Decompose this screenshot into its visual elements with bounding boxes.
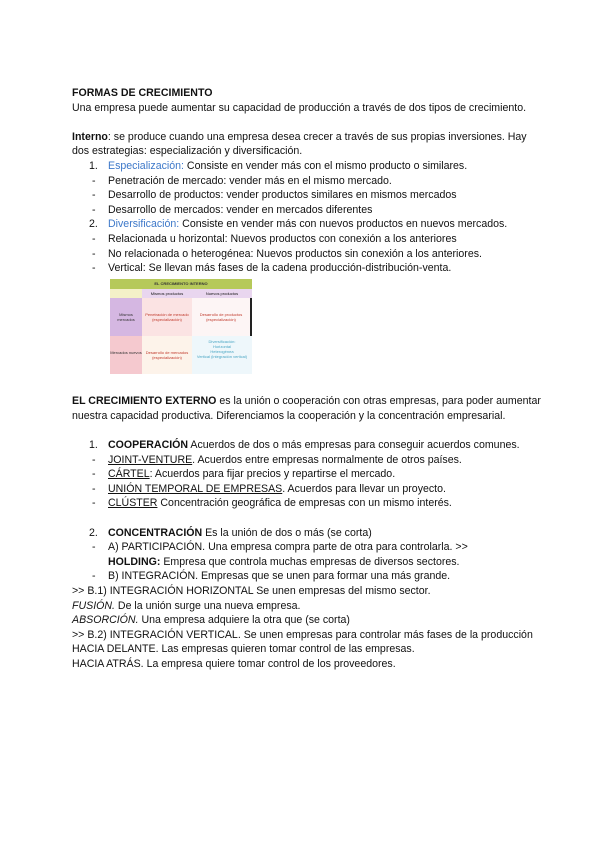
list-item: - No relacionada o heterogénea: Nuevos productos sin conexión a los anteriores. bbox=[92, 247, 482, 260]
diversificacion-item: 2. Diversificación: Consiste en vender más con nuevos productos en nuevos mercados. bbox=[89, 218, 508, 231]
list-item: - JOINT-VENTURE. Acuerdos entre empresas normalmente de otros países. bbox=[92, 453, 462, 466]
intro-paragraph: Una empresa puede aumentar su capacidad de producción a través de dos tipos de crecimiento. bbox=[72, 101, 527, 114]
list-item: - Relacionada u horizontal: Nuevos productos con conexión a los anteriores bbox=[92, 232, 457, 245]
list-item: - B) INTEGRACIÓN. Empresas que se unen para formar una más grande. bbox=[92, 570, 451, 583]
list-item: - CLÚSTER Concentración geográfica de empresas con un mismo interés. bbox=[92, 497, 452, 510]
externo-term: EL CRECIMIENTO EXTERNO bbox=[72, 395, 217, 408]
list-item: - Penetración de mercado: vender más en el mismo mercado. bbox=[92, 174, 392, 187]
list-item: - Desarrollo de productos: vender productos similares en mismos mercados bbox=[92, 189, 457, 202]
fusion-line: FUSIÓN. De la unión surge una nueva empresa. bbox=[72, 599, 301, 612]
table-corner bbox=[110, 289, 142, 298]
absorcion-line: ABSORCIÓN. Una empresa adquiere la otra que (se corta) bbox=[72, 614, 350, 627]
externo-paragraph: EL CRECIMIENTO EXTERNO es la unión o cooperación con otras empresas, para poder aumentar nuestra capacidad productiva. Diferenciamos la cooperación y la concentración empresarial. bbox=[72, 395, 541, 422]
crecimiento-interno-table-image bbox=[110, 279, 252, 374]
table-header: EL CRECIMIENTO INTERNO bbox=[110, 279, 252, 289]
especializacion-item: 1. Especialización: Consiste en vender más con el mismo producto o similares. bbox=[89, 159, 468, 172]
table-col-header: Mismos productos bbox=[142, 289, 192, 298]
cooperacion-item: 1. COOPERACIÓN Acuerdos de dos o más empresas para conseguir acuerdos comunes. bbox=[89, 439, 520, 452]
list-item: - UNIÓN TEMPORAL DE EMPRESAS. Acuerdos para llevar un proyecto. bbox=[92, 482, 446, 495]
document-title: FORMAS DE CRECIMIENTO bbox=[72, 87, 213, 99]
table-cell: Desarrollo de productos (especialización) bbox=[192, 298, 252, 336]
hacia-atras-line: HACIA ATRÁS. La empresa quiere tomar control de los proveedores. bbox=[72, 658, 396, 670]
interno-paragraph: Interno: se produce cuando una empresa desea crecer a través de sus propias inversiones. Hay dos estrategias: especialización y diversificación. bbox=[72, 130, 527, 158]
list-item: - Desarrollo de mercados: vender en mercados diferentes bbox=[92, 203, 373, 216]
table-row-label: Mismos mercados bbox=[110, 298, 142, 336]
table-row-label: Mercados nuevos bbox=[110, 336, 142, 374]
table-cell: Diversificación: Horizontal Heterogénea Vertical (integración vertical) bbox=[192, 336, 252, 374]
table-cell: Penetración de mercado (especialización) bbox=[142, 298, 192, 336]
b1-line: >> B.1) INTEGRACIÓN HORIZONTAL Se unen empresas del mismo sector. bbox=[72, 585, 431, 598]
list-item: - A) PARTICIPACIÓN. Una empresa compra parte de otra para controlarla. >> HOLDING: Empresa que controla muchas empresas de diversos sectores. bbox=[92, 541, 468, 568]
hacia-delante-line: HACIA DELANTE. Las empresas quieren tomar control de las empresas. bbox=[72, 643, 415, 656]
table-cell: Desarrollo de mercados (especialización) bbox=[142, 336, 192, 374]
table-col-header: Nuevos productos bbox=[192, 289, 252, 298]
document-page bbox=[72, 86, 542, 672]
list-item: - Vertical: Se llevan más fases de la cadena producción-distribución-venta. bbox=[92, 262, 452, 275]
interno-term: Interno bbox=[72, 130, 108, 143]
concentracion-item: 2. CONCENTRACIÓN Es la unión de dos o más (se corta) bbox=[89, 526, 372, 539]
b2-line: >> B.2) INTEGRACIÓN VERTICAL. Se unen empresas para controlar más fases de la producción bbox=[72, 628, 533, 641]
list-item: - CÁRTEL: Acuerdos para fijar precios y repartirse el mercado. bbox=[92, 468, 396, 481]
